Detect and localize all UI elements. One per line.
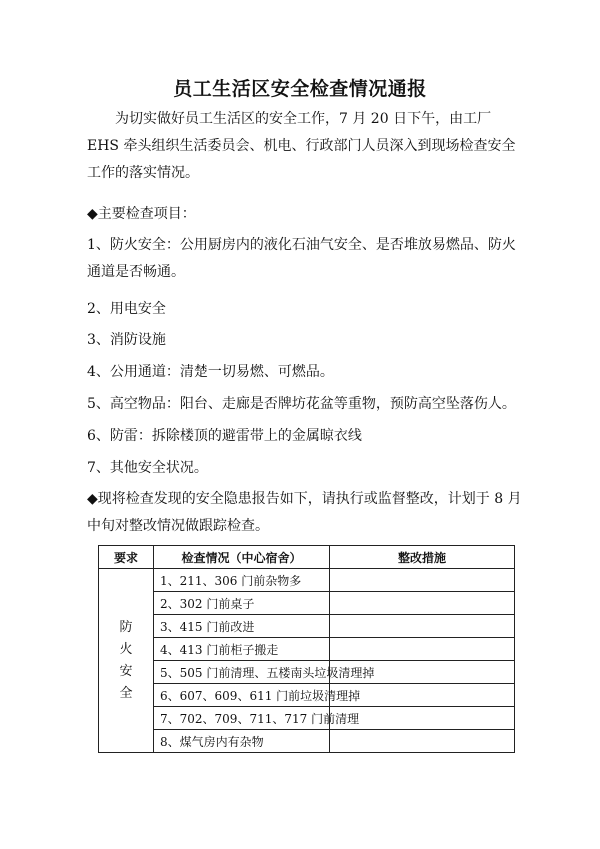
header-situation: 检查情况（中心宿舍）: [154, 546, 330, 569]
header-requirement: 要求: [99, 546, 154, 569]
situation-cell: 2、302 门前桌子: [154, 592, 330, 615]
measure-cell: [330, 638, 515, 661]
table-row: [99, 684, 515, 707]
situation-cell: 6、607、609、611 门前垃圾清理掉: [154, 684, 330, 707]
situation-cell: 7、702、709、711、717 门前清理: [154, 707, 330, 730]
table-row: [99, 707, 515, 730]
table-header-row: [99, 546, 515, 569]
report-paragraph: ◆现将检查发现的安全隐患报告如下，请执行或监督整改，计划于 8 月中旬对整改情况做跟踪检查。: [87, 491, 522, 534]
item-high-altitude-objects: 5、高空物品：阳台、走廊是否牌坊花盆等重物，预防高空坠落伤人。: [87, 396, 516, 412]
table-row: [99, 661, 515, 684]
item-other-safety: 7、其他安全状况。: [87, 460, 208, 476]
table-row: [99, 638, 515, 661]
measure-cell: [330, 592, 515, 615]
table-row: [99, 730, 515, 753]
situation-cell: 8、煤气房内有杂物: [154, 730, 330, 753]
item-lightning-protection: 6、防雷：拆除楼顶的避雷带上的金属晾衣线: [87, 428, 362, 444]
item-fire-facilities: 3、消防设施: [87, 332, 166, 348]
table-row: [99, 569, 515, 592]
situation-cell: 3、415 门前改进: [154, 615, 330, 638]
category-cell: [99, 569, 154, 753]
item-public-passage: 4、公用通道：清楚一切易燃、可燃品。: [87, 364, 334, 380]
document-title: 员工生活区安全检查情况通报: [173, 78, 427, 100]
measure-cell: [330, 730, 515, 753]
situation-cell: 4、413 门前柜子搬走: [154, 638, 330, 661]
inspection-table: [98, 545, 515, 753]
item-electrical-safety: 2、用电安全: [87, 301, 166, 317]
situation-cell: 1、211、306 门前杂物多: [154, 569, 330, 592]
main-items-heading: ◆主要检查项目：: [87, 206, 196, 222]
measure-cell: [330, 569, 515, 592]
category-label: 防火安全: [119, 619, 133, 701]
table-row: [99, 592, 515, 615]
situation-cell: 5、505 门前清理、五楼南头垃圾清理掉: [154, 661, 330, 684]
intro-paragraph: 为切实做好员工生活区的安全工作，7 月 20 日下午，由工厂 EHS 牵头组织生活委员会、机电、行政部门人员深入到现场检查安全工作的落实情况。: [87, 111, 516, 181]
measure-cell: [330, 615, 515, 638]
table-row: [99, 615, 515, 638]
item-fire-safety: 1、防火安全：公用厨房内的液化石油气安全、是否堆放易燃品、防火通道是否畅通。: [87, 237, 516, 280]
header-measure: 整改措施: [330, 546, 515, 569]
